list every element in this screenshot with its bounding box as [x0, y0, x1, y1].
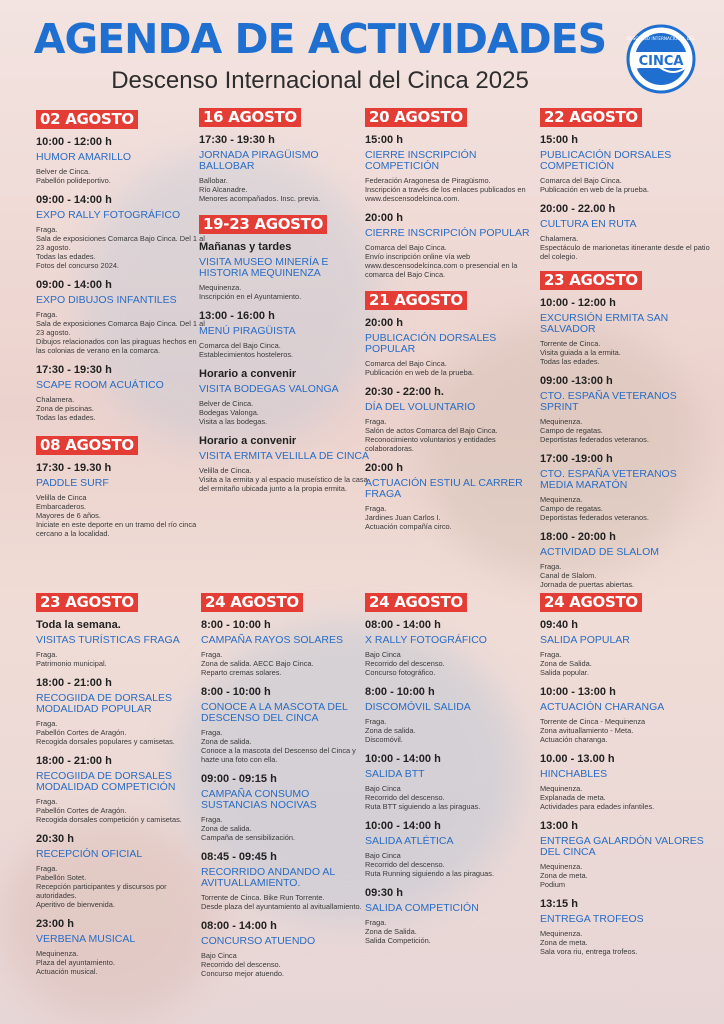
event-item — [36, 278, 208, 355]
event-title: DÍA DEL VOLUNTARIO — [365, 401, 476, 413]
event-title: RECORRIDO ANDANDO AL AVITUALLAMIENTO. — [201, 866, 335, 889]
event-time: 8:00 - 10:00 h — [201, 686, 271, 698]
event-item — [201, 919, 373, 978]
event-description: Fraga. Pabellón Cortes de Aragón. Recogida dorsales competición y camisetas. — [36, 797, 182, 824]
event-description: Comarca del Bajo Cinca. Publicación en web de la prueba. — [365, 359, 474, 377]
event-time: 09:00 - 14:00 h — [36, 279, 112, 291]
event-time: 13:00 h — [540, 820, 578, 832]
event-time: 20:00 h — [365, 212, 403, 224]
event-time: 8:00 - 10:00 h — [365, 686, 435, 698]
event-time: 10:00 - 14:00 h — [365, 753, 441, 765]
event-time: 08:00 - 14:00 h — [365, 619, 441, 631]
event-description: Torrente de Cinca. Visita guiada a la ermita. Todas las edades. — [540, 339, 621, 366]
event-item — [540, 618, 712, 677]
event-time: 15:00 h — [540, 134, 578, 146]
event-item — [540, 374, 712, 444]
event-time: 09:00 - 09:15 h — [201, 773, 277, 785]
event-description: Mequinenza. Campo de regatas. Deportistas federados veteranos. — [540, 495, 649, 522]
event-time: 17:30 - 19:30 h — [199, 134, 275, 146]
event-time: 18:00 - 21:00 h — [36, 755, 112, 767]
event-description: Mequinenza. Plaza del ayuntamiento. Actuación musical. — [36, 949, 115, 976]
event-time: 10:00 - 13:00 h — [540, 686, 616, 698]
event-title: VISITA BODEGAS VALONGA — [199, 383, 339, 395]
event-item — [36, 135, 208, 185]
event-time: 13:00 - 16:00 h — [199, 310, 275, 322]
date-badge: 24 AGOSTO — [201, 593, 303, 612]
event-description: Velilla de Cinca Embarcaderos. Mayores de 6 años. Iniciate en este deporte en un tramo del río cinca cercano a la localidad. — [36, 493, 197, 538]
event-item — [199, 240, 371, 301]
event-title: CAMPAÑA CONSUMO SUSTANCIAS NOCIVAS — [201, 788, 317, 811]
event-item — [199, 434, 371, 493]
event-title: CULTURA EN RUTA — [540, 218, 637, 230]
event-title: HUMOR AMARILLO — [36, 151, 132, 163]
event-description: Belver de Cinca. Pabellón polideportivo. — [36, 167, 111, 185]
block-08-agosto — [36, 436, 208, 538]
event-time: 8:00 - 10:00 h — [201, 619, 271, 631]
event-item — [36, 754, 208, 824]
page-title: AGENDA DE ACTIVIDADES — [33, 15, 607, 63]
event-item — [540, 752, 712, 811]
date-badge: 24 AGOSTO — [540, 593, 642, 612]
column-2-bottom — [201, 593, 373, 986]
event-item — [36, 676, 208, 746]
event-title: ACTUACIÓN ESTIU AL CARRER FRAGA — [365, 477, 523, 500]
event-title: CIERRE INSCRIPCIÓN POPULAR — [365, 227, 530, 239]
date-badge: 21 AGOSTO — [365, 291, 467, 310]
event-title: RECEPCIÓN OFICIAL — [36, 848, 143, 860]
event-description: Comarca del Bajo Cinca. Publicación en web de la prueba. — [540, 176, 649, 194]
event-item — [365, 385, 537, 453]
block-24-agosto-b — [365, 593, 537, 945]
event-title: ACTUACIÓN CHARANGA — [540, 701, 665, 713]
event-description: Fraga. Pabellón Cortes de Aragón. Recogida dorsales populares y camisetas. — [36, 719, 175, 746]
event-description: Comarca del Bajo Cinca. Envío inscripción online vía web www.descensodelcinca.com o presencial en la comarca del Bajo Cinca. — [365, 243, 518, 279]
event-time: 13:15 h — [540, 898, 578, 910]
date-badge: 20 AGOSTO — [365, 108, 467, 127]
event-title: CONOCE A LA MASCOTA DEL DESCENSO DEL CINCA — [201, 701, 348, 724]
event-time: 10.00 - 13.00 h — [540, 753, 615, 765]
event-title: RECOGIIDA DE DORSALES MODALIDAD POPULAR — [36, 692, 172, 715]
event-time: 10:00 - 12:00 h — [36, 136, 112, 148]
event-time: 17:30 - 19.30 h — [36, 462, 112, 474]
column-4-top — [540, 108, 712, 597]
event-description: Comarca del Bajo Cinca. Establecimientos hosteleros. — [199, 341, 294, 359]
event-description: Fraga. Jardines Juan Carlos I. Actuación compañía circo. — [365, 504, 452, 531]
event-title: ENTREGA TROFEOS — [540, 913, 644, 925]
event-title: EXPO RALLY FOTOGRÁFICO — [36, 209, 181, 221]
date-badge: 19-23 AGOSTO — [199, 215, 327, 234]
event-item — [365, 886, 537, 945]
event-item — [365, 211, 537, 279]
event-time: 20:00 h — [365, 462, 403, 474]
block-23-agosto-b — [36, 593, 208, 976]
event-title: CIERRE INSCRIPCIÓN COMPETICIÓN — [365, 149, 477, 172]
event-time: 20:30 h — [36, 833, 74, 845]
event-time: 09:00 -13:00 h — [540, 375, 613, 387]
date-badge: 08 AGOSTO — [36, 436, 138, 455]
event-title: VISITA ERMITA VELILLA DE CINCA — [199, 450, 369, 462]
event-time: 09:30 h — [365, 887, 403, 899]
event-item — [201, 618, 373, 677]
event-time: 18:00 - 20:00 h — [540, 531, 616, 543]
event-time: 08:00 - 14:00 h — [201, 920, 277, 932]
event-title: DISCOMÓVIL SALIDA — [365, 701, 471, 713]
event-description: Mequinenza. Explanada de meta. Actividades para edades infantiles. — [540, 784, 655, 811]
event-description: Fraga. Pabellón Sotet. Recepción participantes y discursos por autoridades. Aperitivo de bienvenida. — [36, 864, 167, 909]
event-item — [36, 193, 208, 270]
event-item — [199, 367, 371, 426]
event-title: CONCURSO ATUENDO — [201, 935, 316, 947]
event-item — [36, 363, 208, 422]
event-description: Federación Aragonesa de Piragüismo. Inscripción a través de los enlaces publicados en www.descensodelcinca.com. — [365, 176, 526, 203]
date-badge: 22 AGOSTO — [540, 108, 642, 127]
event-description: Mequinenza. Campo de regatas. Deportistas federados veteranos. — [540, 417, 649, 444]
block-24-agosto-a — [201, 593, 373, 978]
date-badge: 23 AGOSTO — [540, 271, 642, 290]
event-item — [36, 618, 208, 668]
block-16-agosto — [199, 108, 371, 203]
event-description: Fraga. Sala de exposiciones Comarca Bajo Cinca. Del 1 al 23 agosto. Dibujos relacionados con las piraguas hechos en las colonias de verano en la comarca. — [36, 310, 205, 355]
column-4-bottom — [540, 593, 712, 964]
event-description: Ballobar. Río Alcanadre. Menores acompañados. Insc. previa. — [199, 176, 321, 203]
event-time: 18:00 - 21:00 h — [36, 677, 112, 689]
column-3-top — [365, 108, 537, 539]
event-item — [540, 133, 712, 194]
page-subtitle: Descenso Internacional del Cinca 2025 — [111, 67, 529, 94]
event-title: PUBLICACIÓN DORSALES POPULAR — [365, 332, 497, 355]
event-item — [365, 133, 537, 203]
event-time: Horario a convenir — [199, 435, 297, 447]
event-item — [201, 850, 373, 911]
event-description: Fraga. Salón de actos Comarca del Bajo Cinca. Reconocimiento voluntarios y entidades colaboradoras. — [365, 417, 498, 453]
event-title: CTO. ESPAÑA VETERANOS MEDIA MARATÓN — [540, 468, 677, 491]
event-title: EXPO DIBUJOS INFANTILES — [36, 294, 177, 306]
event-description: Mequinenza. Zona de meta. Sala vora riu, entrega trofeos. — [540, 929, 638, 956]
event-description: Velilla de Cinca. Visita a la ermita y al espacio museístico de la casa del ermitaño ubicada junto a la propia ermita. — [199, 466, 368, 493]
event-item — [540, 296, 712, 366]
event-item — [199, 133, 371, 203]
event-title: RECOGIIDA DE DORSALES MODALIDAD COMPETICIÓN — [36, 770, 176, 793]
column-1-top — [36, 110, 208, 546]
event-description: Torrente de Cinca. Bike Run Torrente. Desde plaza del ayuntamiento al avituallamiento. — [201, 893, 362, 911]
event-description: Fraga. Zona de salida. AECC Bajo Cinca. Reparto cremas solares. — [201, 650, 314, 677]
event-item — [36, 917, 208, 976]
event-time: 20:00 h — [365, 317, 403, 329]
event-item — [540, 202, 712, 261]
event-time: 10:00 - 12:00 h — [540, 297, 616, 309]
svg-text:CINCA: CINCA — [638, 54, 684, 69]
block-02-agosto — [36, 110, 208, 422]
event-item — [540, 530, 712, 589]
event-title: VERBENA MUSICAL — [36, 933, 136, 945]
event-title: SALIDA POPULAR — [540, 634, 630, 646]
event-description: Belver de Cinca. Bodegas Valonga. Visita a las bodegas. — [199, 399, 268, 426]
event-item — [365, 685, 537, 744]
block-19-23-agosto — [199, 215, 371, 493]
block-24-agosto-c — [540, 593, 712, 956]
date-badge: 23 AGOSTO — [36, 593, 138, 612]
block-21-agosto — [365, 291, 537, 531]
block-23-agosto-a — [540, 271, 712, 589]
event-description: Fraga. Patrimonio municipal. — [36, 650, 107, 668]
event-item — [36, 832, 208, 909]
event-title: JORNADA PIRAGÜISMO BALLOBAR — [199, 149, 319, 172]
event-title: SALIDA ATLÉTICA — [365, 835, 454, 847]
event-description: Bajo Cinca Recorrido del descenso. Concurso fotográfico. — [365, 650, 445, 677]
block-22-agosto — [540, 108, 712, 261]
event-description: Fraga. Zona de salida. Campaña de sensibilización. — [201, 815, 296, 842]
event-description: Fraga. Zona de salida. Discomóvil. — [365, 717, 416, 744]
cinca-logo — [623, 24, 699, 94]
event-title: SALIDA BTT — [365, 768, 425, 780]
event-title: ENTREGA GALARDÓN VALORES DEL CINCA — [540, 835, 704, 858]
event-title: HINCHABLES — [540, 768, 608, 780]
event-time: 15:00 h — [365, 134, 403, 146]
event-time: 08:45 - 09:45 h — [201, 851, 277, 863]
event-item — [36, 461, 208, 538]
event-title: MENÚ PIRAGÜISTA — [199, 325, 296, 337]
event-time: 20:30 - 22:00 h. — [365, 386, 444, 398]
column-1-bottom — [36, 593, 208, 984]
event-title: PADDLE SURF — [36, 477, 109, 489]
event-item — [365, 618, 537, 677]
event-title: VISITAS TURÍSTICAS FRAGA — [36, 634, 180, 646]
event-title: SCAPE ROOM ACUÁTICO — [36, 379, 164, 391]
date-badge: 16 AGOSTO — [199, 108, 301, 127]
event-time: Toda la semana. — [36, 619, 121, 631]
event-description: Fraga. Zona de Salida. Salida popular. — [540, 650, 592, 677]
event-item — [540, 819, 712, 889]
event-description: Mequinenza. Inscripción en el Ayuntamiento. — [199, 283, 302, 301]
event-time: 20:00 - 22.00 h — [540, 203, 616, 215]
event-title: SALIDA COMPETICIÓN — [365, 902, 479, 914]
event-time: 17:30 - 19:30 h — [36, 364, 112, 376]
event-description: Bajo Cinca Recorrido del descenso. Ruta Running siguiendo a las piraguas. — [365, 851, 495, 878]
event-description: Fraga. Zona de salida. Conoce a la mascota del Descenso del Cinca y hazte una foto con ella. — [201, 728, 356, 764]
event-time: 23:00 h — [36, 918, 74, 930]
event-description: Fraga. Canal de Slalom. Jornada de puertas abiertas. — [540, 562, 635, 589]
event-item — [540, 452, 712, 522]
event-item — [365, 316, 537, 377]
svg-text:DESCENSO INTERNACIONAL DEL: DESCENSO INTERNACIONAL DEL — [626, 36, 696, 41]
event-description: Torrente de Cinca - Mequinenza Zona avituallamiento - Meta. Actuación charanga. — [540, 717, 646, 744]
date-badge: 02 AGOSTO — [36, 110, 138, 129]
event-title: CAMPAÑA RAYOS SOLARES — [201, 634, 343, 646]
event-title: CTO. ESPAÑA VETERANOS SPRINT — [540, 390, 677, 413]
event-description: Fraga. Sala de exposiciones Comarca Bajo Cinca. Del 1 al 23 agosto. Todas las edades. Fotos del concurso 2024. — [36, 225, 205, 270]
event-title: ACTIVIDAD DE SLALOM — [540, 546, 660, 558]
event-time: 10:00 - 14:00 h — [365, 820, 441, 832]
event-description: Chalamera. Zona de piscinas. Todas las edades. — [36, 395, 96, 422]
event-description: Fraga. Zona de Salida. Salida Competición. — [365, 918, 431, 945]
event-time: 09:00 - 14:00 h — [36, 194, 112, 206]
event-title: VISITA MUSEO MINERÍA E HISTORIA MEQUINENZA — [199, 256, 329, 279]
event-description: Bajo Cinca Recorrido del descenso. Concurso mejor atuendo. — [201, 951, 284, 978]
event-item — [540, 897, 712, 956]
event-time: Mañanas y tardes — [199, 241, 292, 253]
event-time: 09:40 h — [540, 619, 578, 631]
event-description: Chalamera. Espectáculo de marionetas itinerante desde el patio del colegio. — [540, 234, 710, 261]
event-item — [201, 772, 373, 842]
event-title: PUBLICACIÓN DORSALES COMPETICIÓN — [540, 149, 672, 172]
event-time: 17:00 -19:00 h — [540, 453, 613, 465]
event-description: Mequinenza. Zona de meta. Podium — [540, 862, 588, 889]
event-time: Horario a convenir — [199, 368, 297, 380]
column-2-top — [199, 108, 371, 501]
event-item — [365, 461, 537, 531]
event-title: X RALLY FOTOGRÁFICO — [365, 634, 487, 646]
event-item — [365, 752, 537, 811]
event-item — [365, 819, 537, 878]
event-item — [199, 309, 371, 359]
block-20-agosto — [365, 108, 537, 279]
event-description: Bajo Cinca Recorrido del descenso. Ruta BTT siguiendo a las piraguas. — [365, 784, 481, 811]
event-title: EXCURSIÓN ERMITA SAN SALVADOR — [540, 312, 669, 335]
event-item — [201, 685, 373, 764]
date-badge: 24 AGOSTO — [365, 593, 467, 612]
event-item — [540, 685, 712, 744]
column-3-bottom — [365, 593, 537, 953]
